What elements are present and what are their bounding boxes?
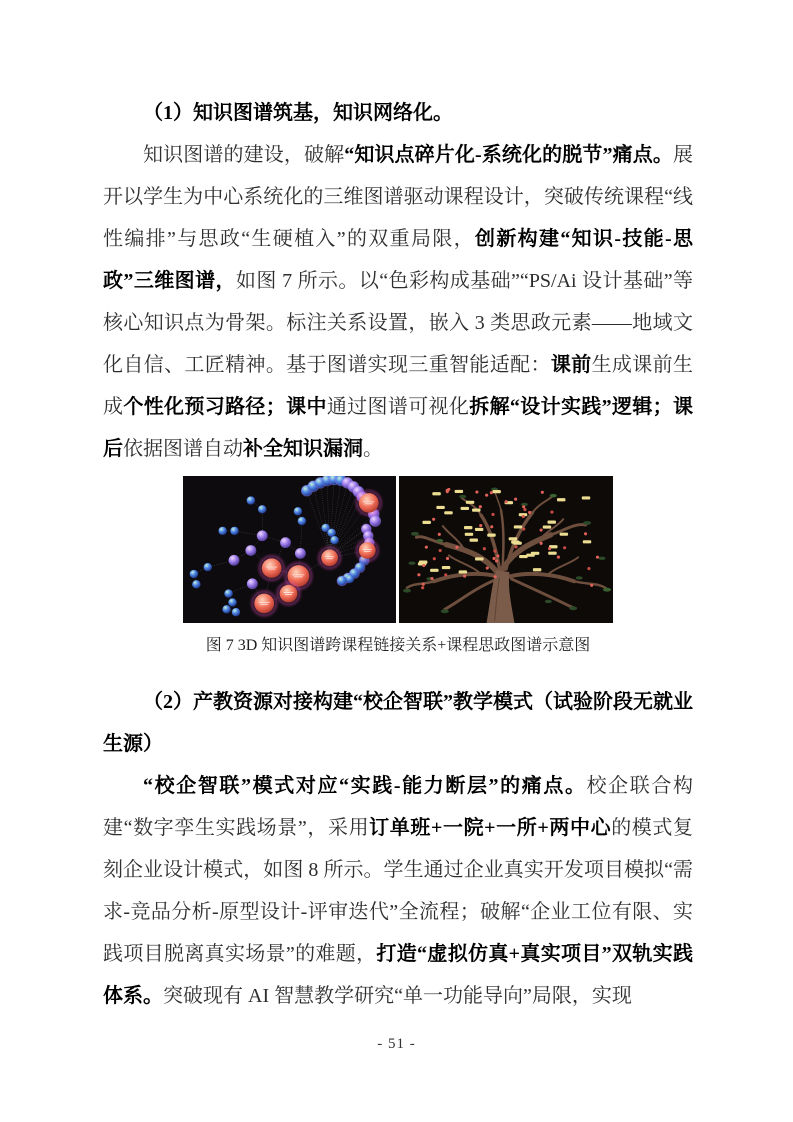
figure-7-images [183, 476, 613, 623]
section-2-paragraph: “校企智联”模式对应“实践-能力断层”的痛点。校企联合构建“数字孪生实践场景”，采用订单班+一院+一所+两中心的模式复刻企业设计模式，如图 8 所示。学生通过企业真实开发项目模拟“需求-竞品分析-原型设计-评审迭代”全流程；破解“企业工位有限、实践项目脱离真实场景”的难题，打造“虚拟仿真+真实项目”双轨实践体系。突破现有 AI 智慧教学研究“单一功能导向”局限，实现 [103, 775, 693, 1007]
page-number: - 51 - [377, 1036, 416, 1052]
section-2-heading: （2）产教资源对接构建“校企智联”教学模式（试验阶段无就业生源） [103, 691, 693, 755]
section-1-heading: （1）知识图谱筑基，知识网络化。 [143, 102, 453, 124]
figure-7-caption: 图 7 3D 知识图谱跨课程链接关系+课程思政图谱示意图 [205, 637, 591, 654]
ideology-tree-image [399, 476, 613, 623]
knowledge-graph-image [183, 476, 396, 623]
section-1-paragraph: 知识图谱的建设，破解“知识点碎片化-系统化的脱节”痛点。展开以学生为中心系统化的三维图谱驱动课程设计，突破传统课程“线性编排”与思政“生硬植入”的双重局限，创新构建“知识-技能-思政”三维图谱，如图 7 所示。以“色彩构成基础”“PS/Ai 设计基础”等核心知识点为骨架。标注关系设置，嵌入 3 类思政元素——地域文化自信、工匠精神。基于图谱实现三重智能适配：课前生成课前生成个性化预习路径；课中通过图谱可视化拆解“设计实践”逻辑；课后依据图谱自动补全知识漏洞。 [103, 144, 694, 460]
figure-7 [183, 476, 613, 657]
